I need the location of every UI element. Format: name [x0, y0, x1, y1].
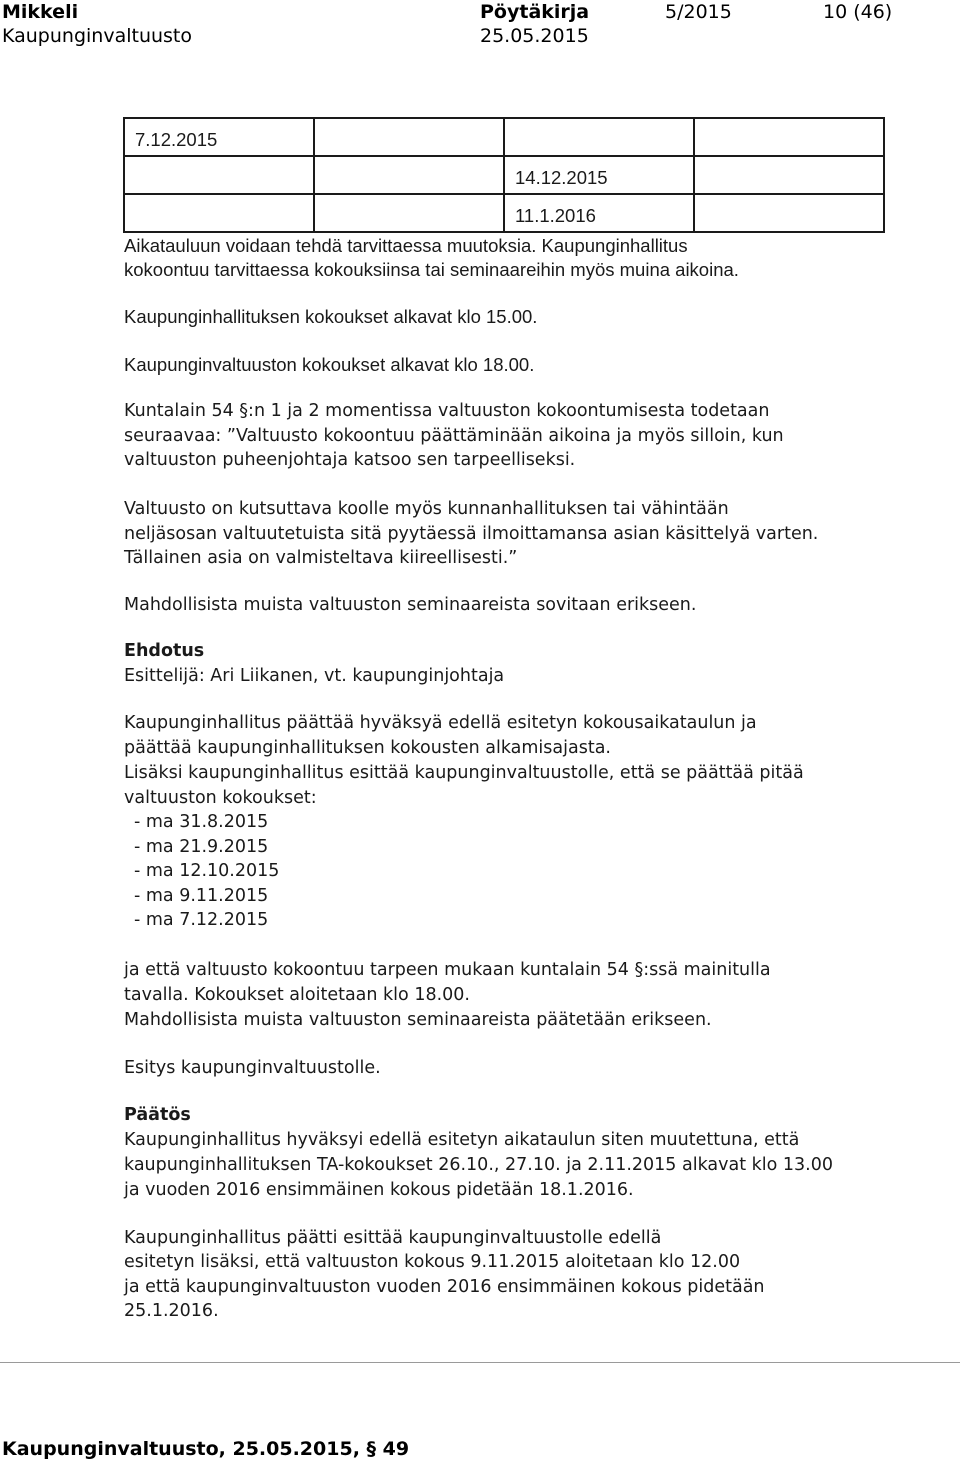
paragraph-line: valtuuston puheenjohtaja katsoo sen tarpeelliseksi.: [124, 450, 576, 470]
paragraph-line: esitetyn lisäksi, että valtuuston kokous 9.11.2015 aloitetaan klo 12.00: [124, 1252, 741, 1272]
table-cell: [314, 156, 504, 194]
paragraph-line: 25.1.2016.: [124, 1301, 219, 1321]
table-row: [124, 194, 884, 232]
header-date: 25.05.2015: [480, 25, 589, 47]
table-row: [124, 156, 884, 194]
paragraph-line: valtuuston kokoukset:: [124, 788, 317, 808]
table-cell: [504, 118, 694, 156]
table-cell: [124, 194, 314, 232]
paragraph-line: Kuntalain 54 §:n 1 ja 2 momentissa valtuuston kokoontumisesta todetaan: [124, 401, 770, 421]
paragraph-line: Kaupunginhallitus päätti esittää kaupunginvaltuustolle edellä: [124, 1228, 662, 1248]
paragraph-line: Kaupunginhallitus hyväksyi edellä esitetyn aikataulun siten muutettuna, että: [124, 1130, 800, 1150]
paragraph-line: ja että valtuusto kokoontuu tarpeen mukaan kuntalain 54 §:ssä mainitulla: [124, 960, 771, 980]
paragraph-line: Aikatauluun voidaan tehdä tarvittaessa muutoksia. Kaupunginhallitus: [124, 235, 688, 256]
table-cell: [124, 156, 314, 194]
header-number: 5/2015: [665, 1, 732, 23]
footer-text: Kaupunginvaltuusto, 25.05.2015, § 49: [2, 1438, 410, 1460]
paragraph-line: ja että kaupunginvaltuuston vuoden 2016 ensimmäinen kokous pidetään: [124, 1277, 765, 1297]
header-doc-type: Pöytäkirja: [480, 1, 590, 23]
header-body: Kaupunginvaltuusto: [2, 25, 193, 47]
header-page: 10 (46): [823, 1, 893, 23]
list-item: - ma 31.8.2015: [134, 812, 269, 832]
table-row: [124, 118, 884, 156]
table-cell: [694, 156, 884, 194]
table-cell: [694, 194, 884, 232]
paragraph-line: seuraavaa: ”Valtuusto kokoontuu päättäminään aikoina ja myös silloin, kun: [124, 426, 784, 446]
table-cell: 11.1.2016: [504, 194, 694, 232]
list-item: - ma 7.12.2015: [134, 910, 269, 931]
paragraph-line: ja vuoden 2016 ensimmäinen kokous pidetään 18.1.2016.: [124, 1180, 634, 1200]
paragraph-line: Esitys kaupunginvaltuustolle.: [124, 1058, 381, 1078]
presenter-line: Esittelijä: Ari Liikanen, vt. kaupunginjohtaja: [124, 666, 505, 686]
paragraph-line: päättää kaupunginhallituksen kokousten alkamisajasta.: [124, 738, 611, 758]
table-cell: 7.12.2015: [124, 118, 314, 156]
paragraph-line: kaupunginhallituksen TA-kokoukset 26.10., 27.10. ja 2.11.2015 alkavat klo 13.00: [124, 1155, 834, 1175]
table-cell: [314, 194, 504, 232]
schedule-table: [123, 117, 885, 233]
table-cell: [694, 118, 884, 156]
paragraph-line: Valtuusto on kutsuttava koolle myös kunnanhallituksen tai vähintään: [124, 499, 729, 519]
paragraph-line: Mahdollisista muista valtuuston seminaareista päätetään erikseen.: [124, 1010, 712, 1030]
table-cell: [314, 118, 504, 156]
footer-divider: [0, 1362, 960, 1363]
proposal-heading: Ehdotus: [124, 641, 205, 661]
meeting-date-list: [134, 810, 279, 933]
paragraph-line: Tällainen asia on valmisteltava kiireellisesti.”: [124, 548, 518, 568]
list-item: - ma 9.11.2015: [134, 885, 269, 906]
table-cell: 14.12.2015: [504, 156, 694, 194]
paragraph-line: Kaupunginvaltuuston kokoukset alkavat klo 18.00.: [124, 354, 535, 375]
paragraph-line: tavalla. Kokoukset aloitetaan klo 18.00.: [124, 985, 470, 1005]
header-org: Mikkeli: [2, 1, 79, 23]
paragraph-line: Lisäksi kaupunginhallitus esittää kaupunginvaltuustolle, että se päättää pitää: [124, 763, 804, 783]
list-item: - ma 12.10.2015: [134, 861, 280, 882]
list-item: - ma 21.9.2015: [134, 836, 269, 857]
paragraph-line: Kaupunginhallituksen kokoukset alkavat klo 15.00.: [124, 306, 538, 327]
paragraph-line: Kaupunginhallitus päättää hyväksyä edellä esitetyn kokousaikataulun ja: [124, 713, 757, 733]
paragraph-line: kokoontuu tarvittaessa kokouksiinsa tai seminaareihin myös muina aikoina.: [124, 259, 739, 280]
decision-heading: Päätös: [124, 1105, 191, 1125]
paragraph-line: Mahdollisista muista valtuuston seminaareista sovitaan erikseen.: [124, 595, 697, 615]
paragraph-line: neljäsosan valtuutetuista sitä pyytäessä ilmoittamansa asian käsittelyä varten.: [124, 524, 819, 544]
